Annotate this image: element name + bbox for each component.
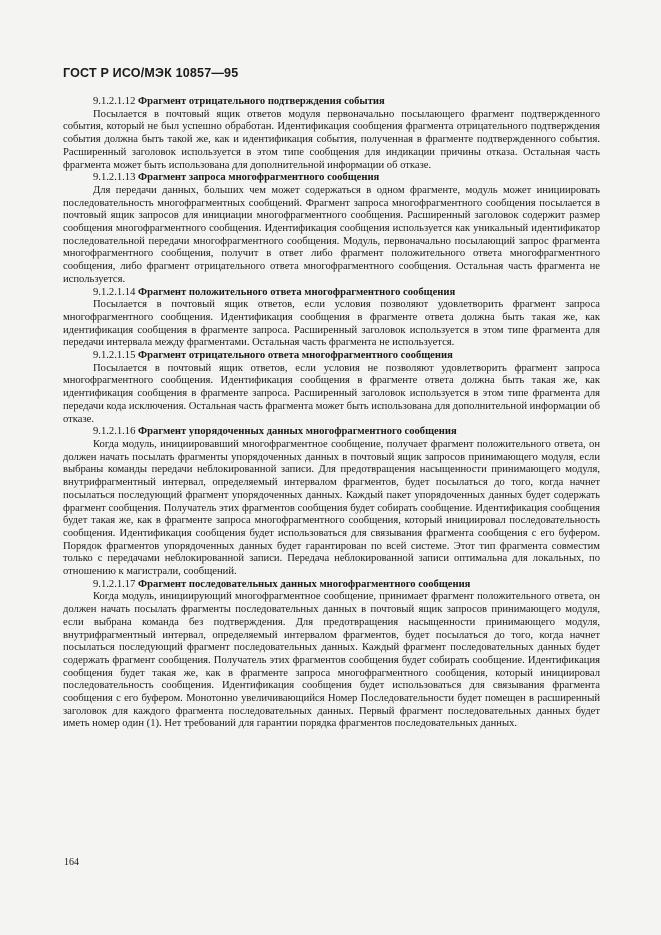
section-number: 9.1.2.1.14	[93, 286, 136, 298]
section-paragraph: Когда модуль, инициировавший многофрагментное сообщение, получает фрагмент положительного ответа, он должен начать посылать фрагменты упорядоченных данных в почтовый ящик запросов принимающего модуля, если выбраны команды передачи неблокированной записи. Для предотвращения насыщенности принимающего модуля, внутрифрагментный интервал, определяемый интервалом фрагментов, будет посылаться до того, когда начнет посылаться последующий фрагмент упорядоченных данных. Каждый пакет упорядоченных данных будет содержать фрагмент сообщения. Получатель этих фрагментов сообщения будет собирать сообщение. Идентификация сообщения будет такая же, как в фрагменте запроса многофрагментного сообщения, который инициировал последовательность сообщения. Идентификация сообщения будет использоваться для связывания фрагмента сообщения с его буфером. Порядок фрагментов упорядоченных данных будет гарантирован по всей системе. Этот тип фрагмента совместим только с передачами неблокированной записи. Передача неблокированной записи оптимальна для локальных, по отношению к магистрали, сообщений.	[63, 438, 600, 578]
section-number: 9.1.2.1.17	[93, 578, 136, 590]
section-heading	[63, 579, 600, 592]
section-paragraph: Когда модуль, инициирующий многофрагментное сообщение, принимает фрагмент положительного ответа, он должен начать посылать фрагменты последовательных данных в почтовый ящик запросов принимающего модуля, если выбрана команда без подтверждения. Для предотвращения насыщенности принимающего модуля, внутрифрагментный интервал, определяемый интервалом фрагментов, будет посылаться до того, когда начнет посылаться последующий фрагмент последовательных данных. Каждый фрагмент последовательных данных будет содержать фрагмент сообщения. Получатель этих фрагментов сообщения будет собирать сообщение. Идентификация сообщения будет такая же, как в фрагменте запроса многофрагментного сообщения, который инициировал последовательность сообщения. Идентификация сообщения будет использоваться для связывания фрагмента сообщения с его буфером. Монотонно увеличивающийся Номер Последовательности будет помещен в расширенный заголовок для каждого фрагмента последовательных данных. Первый фрагмент последовательных данных будет иметь номер один (1). Нет требований для гарантии порядка фрагментов последовательных данных.	[63, 591, 600, 730]
section-heading	[63, 287, 600, 300]
section-paragraph: Посылается в почтовый ящик ответов модуля первоначально посылающего фрагмент подтвержденного события, который не был успешно обработан. Идентификация сообщения фрагмента отрицательного подтверждения события должна быть такой же, как и идентификация события, полученная в фрагменте подтвержденного события. Расширенный заголовок используется в этом типе сообщения для индикации причины отказа. Остальная часть фрагмента может быть использована для дополнительной информации об отказе.	[63, 108, 600, 171]
section-title: Фрагмент запроса многофрагментного сообщения	[138, 172, 380, 184]
document-header: ГОСТ Р ИСО/МЭК 10857—95	[63, 66, 239, 80]
section-title: Фрагмент отрицательного ответа многофрагментного сообщения	[138, 350, 453, 362]
section-paragraph: Для передачи данных, больших чем может содержаться в одном фрагменте, модуль может инициировать последовательность многофрагментных сообщений. Фрагмент запроса многофрагментного сообщения посылается в почтовый ящик запросов для инициации многофрагментного сообщения. Расширенный заголовок содержит размер сообщения многофрагментного сообщения. Идентификация сообщения используется как уникальный идентификатор последовательной передачи многофрагментного сообщения. Модуль, первоначально посылающий запрос фрагмента многофрагментного сообщения, получит в ответ либо фрагмент положительного ответа многофрагментного сообщения, либо фрагмент отрицательного ответа многофрагментного сообщения. Остальная часть фрагмента не используется.	[63, 184, 600, 285]
document-body	[63, 96, 600, 731]
section-title: Фрагмент упорядоченных данных многофрагментного сообщения	[138, 426, 457, 438]
section-paragraph: Посылается в почтовый ящик ответов, если условия не позволяют удовлетворить фрагмент запроса многофрагментного сообщения. Идентификация сообщения в фрагменте ответа должна быть такая же, как идентификация сообщения в фрагменте запроса. Расширенный заголовок используется в этом типе фрагмента для передачи кода исключения. Остальная часть фрагмента может быть использована для дополнительной информации об отказе.	[63, 362, 600, 425]
section-number: 9.1.2.1.13	[93, 172, 136, 184]
section-title: Фрагмент отрицательного подтверждения события	[138, 96, 385, 107]
section-heading	[63, 350, 600, 363]
section-paragraph: Посылается в почтовый ящик ответов, если условия позволяют удовлетворить фрагмент запроса многофрагментного сообщения. Идентификация сообщения в фрагменте ответа должна быть такая же, как идентификация сообщения в фрагменте запроса. Расширенный заголовок используется в этом типе фрагмента для передачи интервала между фрагментами. Остальная часть фрагмента не используется.	[63, 299, 600, 349]
section-heading	[63, 172, 600, 185]
section-number: 9.1.2.1.15	[93, 350, 136, 362]
section-heading	[63, 96, 600, 109]
section-heading	[63, 426, 600, 439]
page-number: 164	[64, 857, 79, 868]
section-title: Фрагмент положительного ответа многофрагментного сообщения	[138, 286, 456, 298]
section-number: 9.1.2.1.12	[93, 96, 136, 107]
section-number: 9.1.2.1.16	[93, 426, 136, 438]
section-title: Фрагмент последовательных данных многофрагментного сообщения	[138, 578, 471, 590]
